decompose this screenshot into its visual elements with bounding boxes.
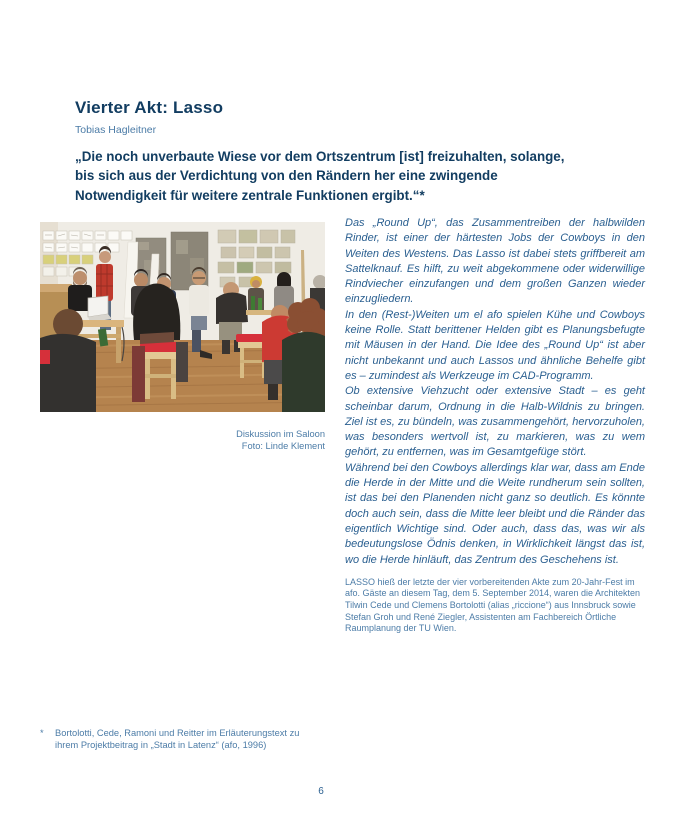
article-photo [40, 222, 325, 412]
lead-quote: „Die noch unverbaute Wiese vor dem Ortszentrum [ist] freizuhalten, solange, bis sich aus der Verdichtung von den Rändern her eine zwingende Notwendigkeit für weitere zentrale Funktionen ergibt.“* [75, 149, 565, 203]
photo-illustration [40, 222, 325, 412]
author-name: Tobias Hagleitner [75, 124, 157, 136]
caption-line2: Foto: Linde Klement [241, 440, 325, 451]
article-paragraph: In den (Rest-)Weiten um el afo spielen Kühe und Cowboys keine Rolle. Statt berittener Helden gibt es Planungsbefugte mit Mäusen in der Hand. Die Idee des „Round Up“ ist aber nicht unbekannt und auch Lassos und ähnliche Behelfe gibt es – zumindest als Werkzeuge im CAD-Programm. [345, 308, 645, 382]
article-body [345, 216, 645, 635]
caption-line1: Diskussion im Saloon [236, 429, 325, 439]
footnote-marker: * [40, 728, 44, 738]
article-note: LASSO hieß der letzte der vier vorbereitenden Akte zum 20-Jahr-Fest im afo. Gäste an diesem Tag, dem 5. September 2014, waren die Architekten Tilwin Cede und Clemens Bortolotti (alias „riccione“) aus Innsbruck sowie Stefan Groh und René Ziegler, Assistenten am Fachbereich Örtliche Raumplanung der TU Wien. [345, 576, 641, 634]
article-paragraph: Während bei den Cowboys allerdings klar war, dass am Ende die Herde in der Mitte und die Weite rundherum sein sollten, ist das bei den Planenden nicht ganz so deutlich. Es könnte doch auch sein, dass die Mitte leer bleibt und die Ränder das eigentlich Wichtige sind. Oder auch, dass das, was wir als bedeutungslose Ödnis denken, in Wirklichkeit längst das ist, wo die Herde hinläuft, das Zentrum des Geschehens ist. [345, 461, 645, 566]
page-number: 6 [318, 786, 324, 797]
article-paragraph: Das „Round Up“, das Zusammentreiben der halbwilden Rinder, ist einer der härtesten Jobs der Cowboys in den Weiten des Westens. Das Lasso ist dabei stets griffbereit am Sattelknauf. Es hilft, zu weit abgekommene oder widerwillige Rindviecher einzufangen und dem großen Ganzen wieder einzugliedern. [345, 217, 645, 306]
article-paragraph: Ob extensive Viehzucht oder extensive Stadt – es geht scheinbar darum, Ordnung in die Halb-Wildnis zu bringen. Ziel ist es, zu bündeln, was zusammengehört, hervorzuholen, was besonders wertvoll ist, zu markieren, was zu wem gehört, zu entfernen, was im Gesamtgefüge stört. [345, 385, 645, 459]
photo-caption [40, 429, 325, 452]
page-title: Vierter Akt: Lasso [75, 98, 224, 117]
footnote-text: Bortolotti, Cede, Ramoni und Reitter im Erläuterungstext zu ihrem Projektbeitrag in „Stadt in Latenz“ (afo, 1996) [55, 728, 300, 750]
footnote [40, 728, 320, 751]
